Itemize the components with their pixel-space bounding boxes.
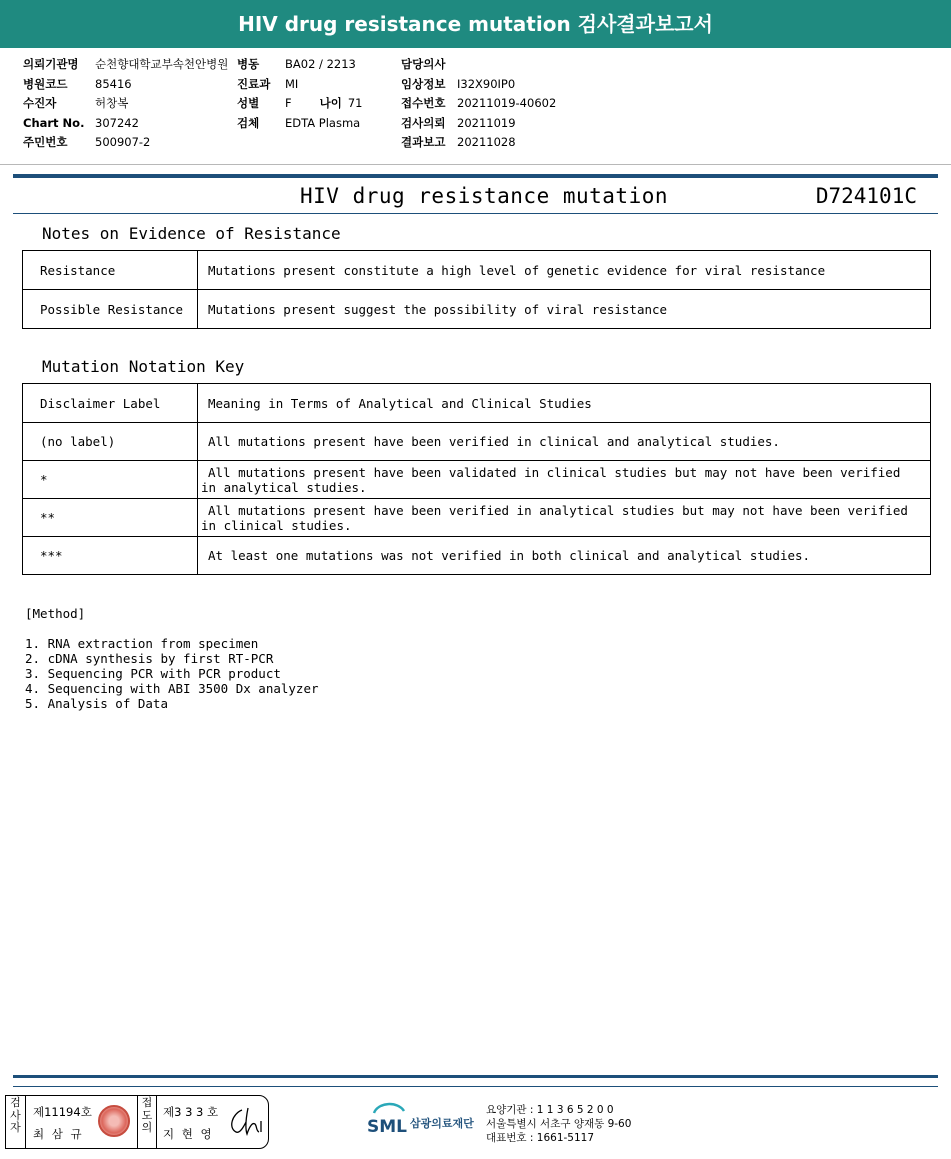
column-header-meaning: Meaning in Terms of Analytical and Clinical Studies [198, 384, 931, 423]
signature-box [5, 1095, 269, 1149]
footer-rule-bottom [13, 1086, 938, 1087]
info-row-request-date: 검사의뢰 20211019 [401, 115, 516, 130]
info-row-specimen: 검체 EDTA Plasma [237, 115, 361, 130]
patient-info-col2 [237, 55, 362, 133]
disclaimer-label: * [23, 461, 198, 499]
inspector-name: 최 삼 규 [33, 1127, 84, 1141]
disclaimer-label: *** [23, 537, 198, 575]
contact-info [486, 1103, 631, 1145]
info-row-report-date: 결과보고 20211028 [401, 135, 516, 149]
institution-code: 요양기관 : 1 1 3 6 5 2 0 0 [486, 1104, 614, 1116]
reviewer-name: 지 현 영 [163, 1127, 214, 1141]
report-code: D724101C [815, 184, 917, 208]
table-row [23, 290, 931, 329]
info-row-patient-name: 수진자 허창복 [23, 96, 129, 110]
evidence-heading: Notes on Evidence of Resistance [42, 224, 341, 243]
patient-info-col1 [23, 55, 228, 153]
method-step: 1. RNA extraction from specimen [25, 636, 259, 651]
evidence-label: Possible Resistance [23, 290, 198, 329]
info-row-clinical-info: 임상정보 I32X90IP0 [401, 76, 516, 91]
phone-number: 대표번호 : 1661-5117 [486, 1132, 595, 1144]
disclaimer-meaning: All mutations present have been validated in clinical studies but may not have been verified in analytical studies. [198, 461, 931, 499]
inspector-license: 제11194호 [33, 1105, 92, 1119]
title-rule-bottom [13, 213, 938, 214]
logo-abbr: SML [367, 1117, 407, 1137]
info-row-chart-no: Chart No. 307242 [23, 115, 139, 130]
info-row-receipt-no: 접수번호 20211019-40602 [401, 96, 557, 110]
footer-rule-top [13, 1075, 938, 1078]
report-title: HIV drug resistance mutation [300, 184, 669, 208]
table-header-row [23, 384, 931, 423]
reviewer-label: 접 도 의 [137, 1096, 157, 1148]
patient-info-col3 [401, 55, 556, 153]
disclaimer-meaning: All mutations present have been verified in analytical studies but may not have been verified in clinical studies. [198, 499, 931, 537]
method-step: 2. cDNA synthesis by first RT-PCR [25, 651, 274, 666]
column-header-label: Disclaimer Label [23, 384, 198, 423]
method-section [25, 606, 319, 711]
info-row-institution: 의뢰기관명 순천향대학교부속천안병원 [23, 57, 229, 71]
table-row [23, 537, 931, 575]
reviewer-license: 제3 3 3 호 [163, 1105, 219, 1119]
disclaimer-meaning: At least one mutations was not verified in both clinical and analytical studies. [198, 537, 931, 575]
table-row [23, 461, 931, 499]
table-row [23, 423, 931, 461]
evidence-text: Mutations present constitute a high level of genetic evidence for viral resistance [198, 251, 931, 290]
sml-logo-icon [366, 1101, 410, 1141]
info-row-sex-age: 성별 F 나이 71 [237, 94, 362, 114]
age-value: 71 [347, 96, 363, 110]
report-banner: HIV drug resistance mutation 검사결과보고서 [0, 0, 951, 48]
info-row-physician: 담당의사 [401, 57, 446, 71]
title-rule-top [13, 174, 938, 178]
evidence-text: Mutations present suggest the possibility of viral resistance [198, 290, 931, 329]
method-step: 3. Sequencing PCR with PCR product [25, 666, 281, 681]
notation-key-table [22, 383, 931, 575]
header-separator [0, 164, 951, 165]
disclaimer-meaning: All mutations present have been verified in clinical and analytical studies. [198, 423, 931, 461]
info-row-resident-no: 주민번호 500907-2 [23, 135, 151, 149]
age-label: 나이 [319, 96, 342, 110]
table-row [23, 251, 931, 290]
method-step: 5. Analysis of Data [25, 696, 168, 711]
disclaimer-label: ** [23, 499, 198, 537]
inspector-seal-icon [98, 1105, 130, 1137]
signature-icon [226, 1104, 266, 1138]
evidence-table [22, 250, 931, 329]
logo-name: 삼광의료재단 [410, 1117, 474, 1130]
info-row-department: 진료과 MI [237, 76, 299, 91]
method-heading: [Method] [25, 606, 86, 621]
inspector-label: 검 사 자 [6, 1096, 26, 1148]
info-row-hospital-code: 병원코드 85416 [23, 76, 132, 91]
info-row-ward: 병동 BA02 / 2213 [237, 57, 356, 71]
address: 서울특별시 서초구 양재동 9-60 [486, 1118, 632, 1130]
disclaimer-label: (no label) [23, 423, 198, 461]
method-step: 4. Sequencing with ABI 3500 Dx analyzer [25, 681, 319, 696]
table-row [23, 499, 931, 537]
evidence-label: Resistance [23, 251, 198, 290]
key-heading: Mutation Notation Key [42, 357, 245, 376]
